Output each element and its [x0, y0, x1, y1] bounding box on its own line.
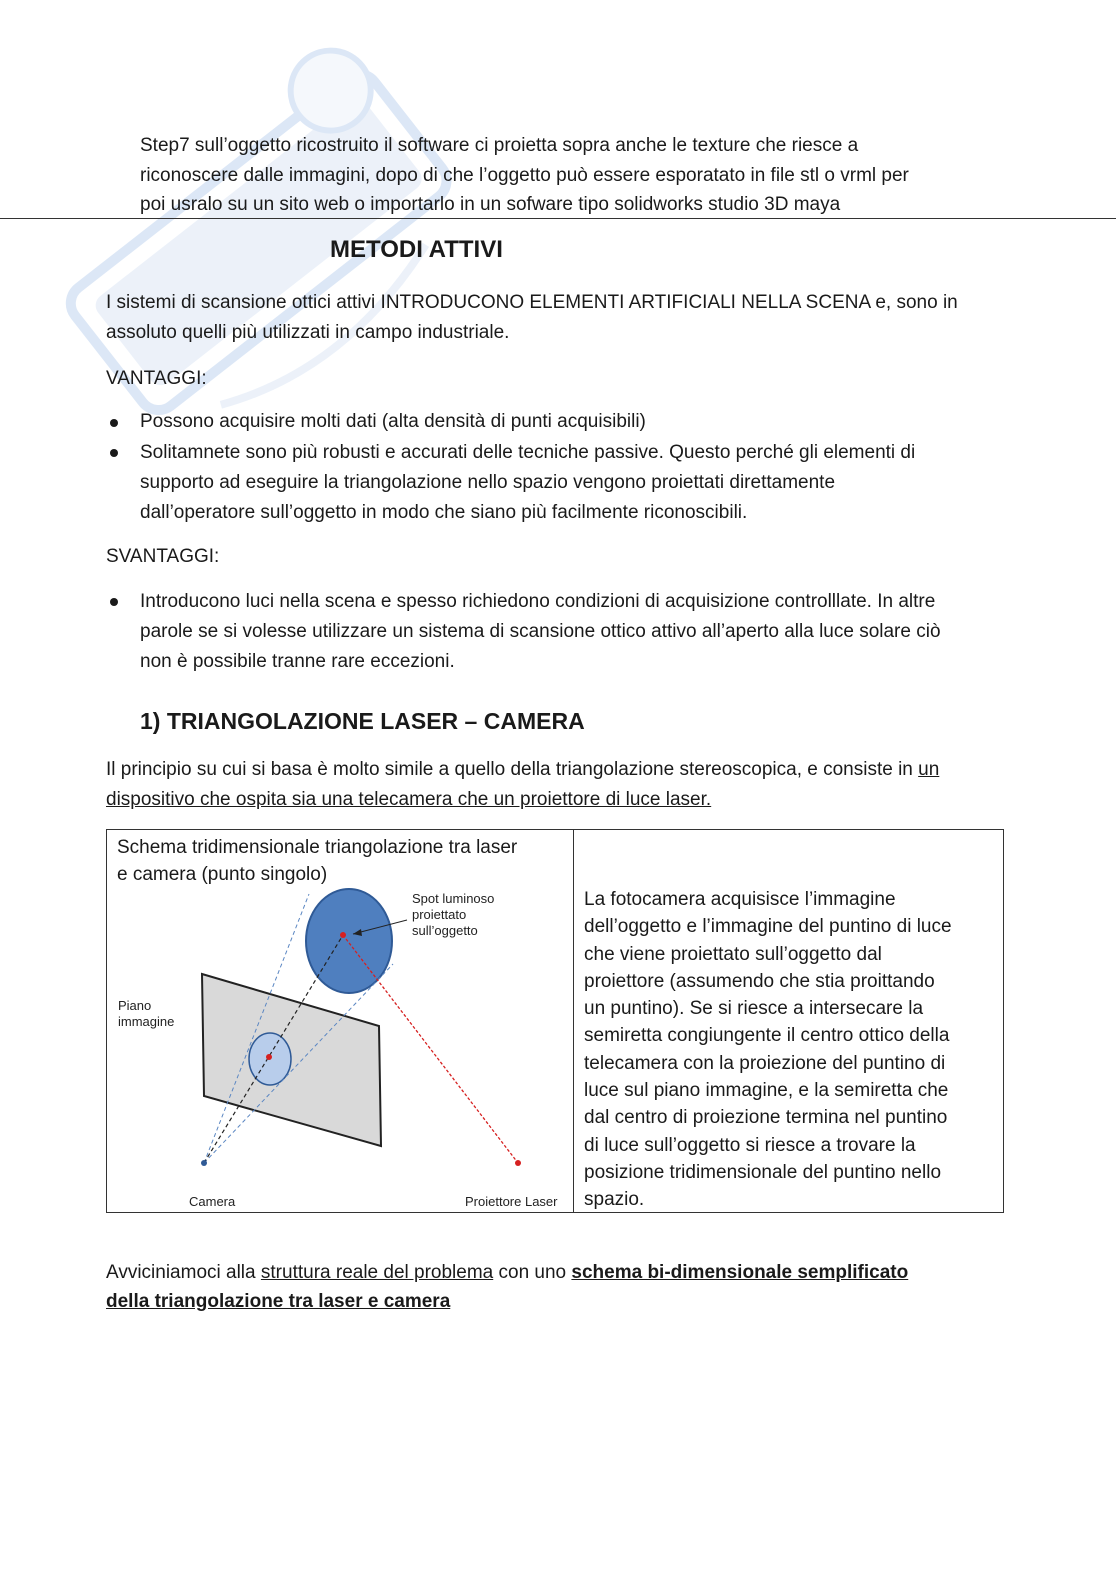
vantaggi-item-2-line-1: Solitamnete sono più robusti e accurati delle tecniche passive. Questo perché gli elementi di	[140, 442, 916, 463]
triangulation-diagram	[107, 830, 573, 1214]
figure-caption-line-2: e camera (punto singolo)	[117, 864, 328, 885]
description-line: luce sul piano immagine, e la semiretta che	[584, 1080, 949, 1102]
description-line: di luce sull’oggetto si riesce a trovare la	[584, 1134, 916, 1156]
image-light-spot	[266, 1054, 272, 1060]
section-title: METODI ATTIVI	[330, 236, 503, 263]
label-plane-2: immagine	[118, 1014, 175, 1029]
description-line: proiettore (assumendo che stia proittando	[584, 970, 935, 992]
description-line: dell’oggetto e l’immagine del puntino di luce	[584, 916, 952, 938]
description-cell	[574, 830, 1004, 1213]
figure-cell	[107, 830, 574, 1213]
horizontal-rule	[0, 218, 1116, 219]
step7-line-2: riconoscere dalle immagini, dopo di che l’oggetto può essere esporatato in file stl o vrml per	[140, 165, 909, 186]
figure-table	[106, 829, 1004, 1213]
closing-line-1	[106, 1258, 908, 1288]
vantaggi-item-2-line-2: supporto ad eseguire la triangolazione nello spazio vengono proiettati direttamente	[140, 472, 836, 493]
label-spot-1: Spot luminoso	[412, 891, 495, 906]
description-line: semiretta congiungente il centro ottico della	[584, 1025, 950, 1047]
closing-underlined: struttura reale del problema	[260, 1262, 494, 1283]
closing-bold-1: schema bi-dimensionale semplificato	[571, 1262, 909, 1283]
label-spot-2: proiettato	[412, 907, 467, 922]
description-line: telecamera con la proiezione del puntino di	[584, 1052, 946, 1074]
step7-line-3: poi usralo su un sito web o importarlo in un sofware tipo solidworks studio 3D maya	[140, 194, 841, 215]
description-line: che viene proiettato sull’oggetto dal	[584, 943, 882, 965]
description-text	[584, 886, 1004, 1214]
vantaggi-item-2-line-3: dall’operatore sull’oggetto in modo che siano più facilmente riconoscibili.	[140, 502, 748, 523]
svantaggi-label: SVANTAGGI:	[106, 546, 220, 567]
svantaggi-item-1-line-2: parole se si volesse utilizzare un sistema di scansione ottico attivo all’aperto alla luce solare ciò	[140, 621, 941, 642]
camera-point	[201, 1160, 207, 1166]
label-laser: Proiettore Laser	[465, 1194, 558, 1209]
object-light-spot	[340, 932, 346, 938]
subsection-title: 1) TRIANGOLAZIONE LASER – CAMERA	[140, 708, 585, 734]
figure-caption-line-1: Schema tridimensionale triangolazione tra laser	[117, 837, 518, 858]
intro-line-2: assoluto quelli più utilizzati in campo industriale.	[106, 322, 510, 343]
closing-line-2: della triangolazione tra laser e camera	[106, 1291, 451, 1312]
closing-text-2: con uno	[493, 1262, 572, 1283]
object-sphere	[306, 889, 392, 993]
label-spot-3: sull’oggetto	[412, 923, 478, 938]
intro-line-1: I sistemi di scansione ottici attivi INTRODUCONO ELEMENTI ARTIFICIALI NELLA SCENA e, sono in	[106, 292, 958, 313]
vantaggi-item-1: Possono acquisire molti dati (alta densità di punti acquisibili)	[140, 411, 646, 432]
laser-point	[515, 1160, 521, 1166]
description-line: spazio.	[584, 1189, 645, 1211]
principle-line-2: dispositivo che ospita sia una telecamera che un proiettore di luce laser.	[106, 789, 712, 810]
bullet-icon	[110, 419, 118, 427]
principle-text: Il principio su cui si basa è molto simile a quello della triangolazione stereoscopica, e consiste in	[106, 759, 919, 780]
label-camera: Camera	[189, 1194, 236, 1209]
step7-line-1: Step7 sull’oggetto ricostruito il software ci proietta sopra anche le texture che riesce a	[140, 135, 859, 156]
description-line: posizione tridimensionale del puntino nello	[584, 1161, 942, 1183]
description-line: dal centro di proiezione termina nel puntino	[584, 1107, 948, 1129]
svantaggi-item-1-line-1: Introducono luci nella scena e spesso richiedono condizioni di acquisizione controlllate. In altre	[140, 591, 936, 612]
principle-underlined-start: un	[918, 759, 940, 780]
description-line: La fotocamera acquisisce l’immagine	[584, 889, 896, 910]
bullet-icon	[110, 598, 118, 606]
label-plane-1: Piano	[118, 998, 152, 1013]
svantaggi-item-1-line-3: non è possibile tranne rare eccezioni.	[140, 651, 455, 672]
closing-text-1: Avviciniamoci alla	[106, 1262, 261, 1283]
principle-line-1	[106, 755, 939, 785]
bullet-icon	[110, 449, 118, 457]
description-line: un puntino). Se si riesce a intersecare la	[584, 998, 924, 1020]
vantaggi-label: VANTAGGI:	[106, 368, 207, 389]
